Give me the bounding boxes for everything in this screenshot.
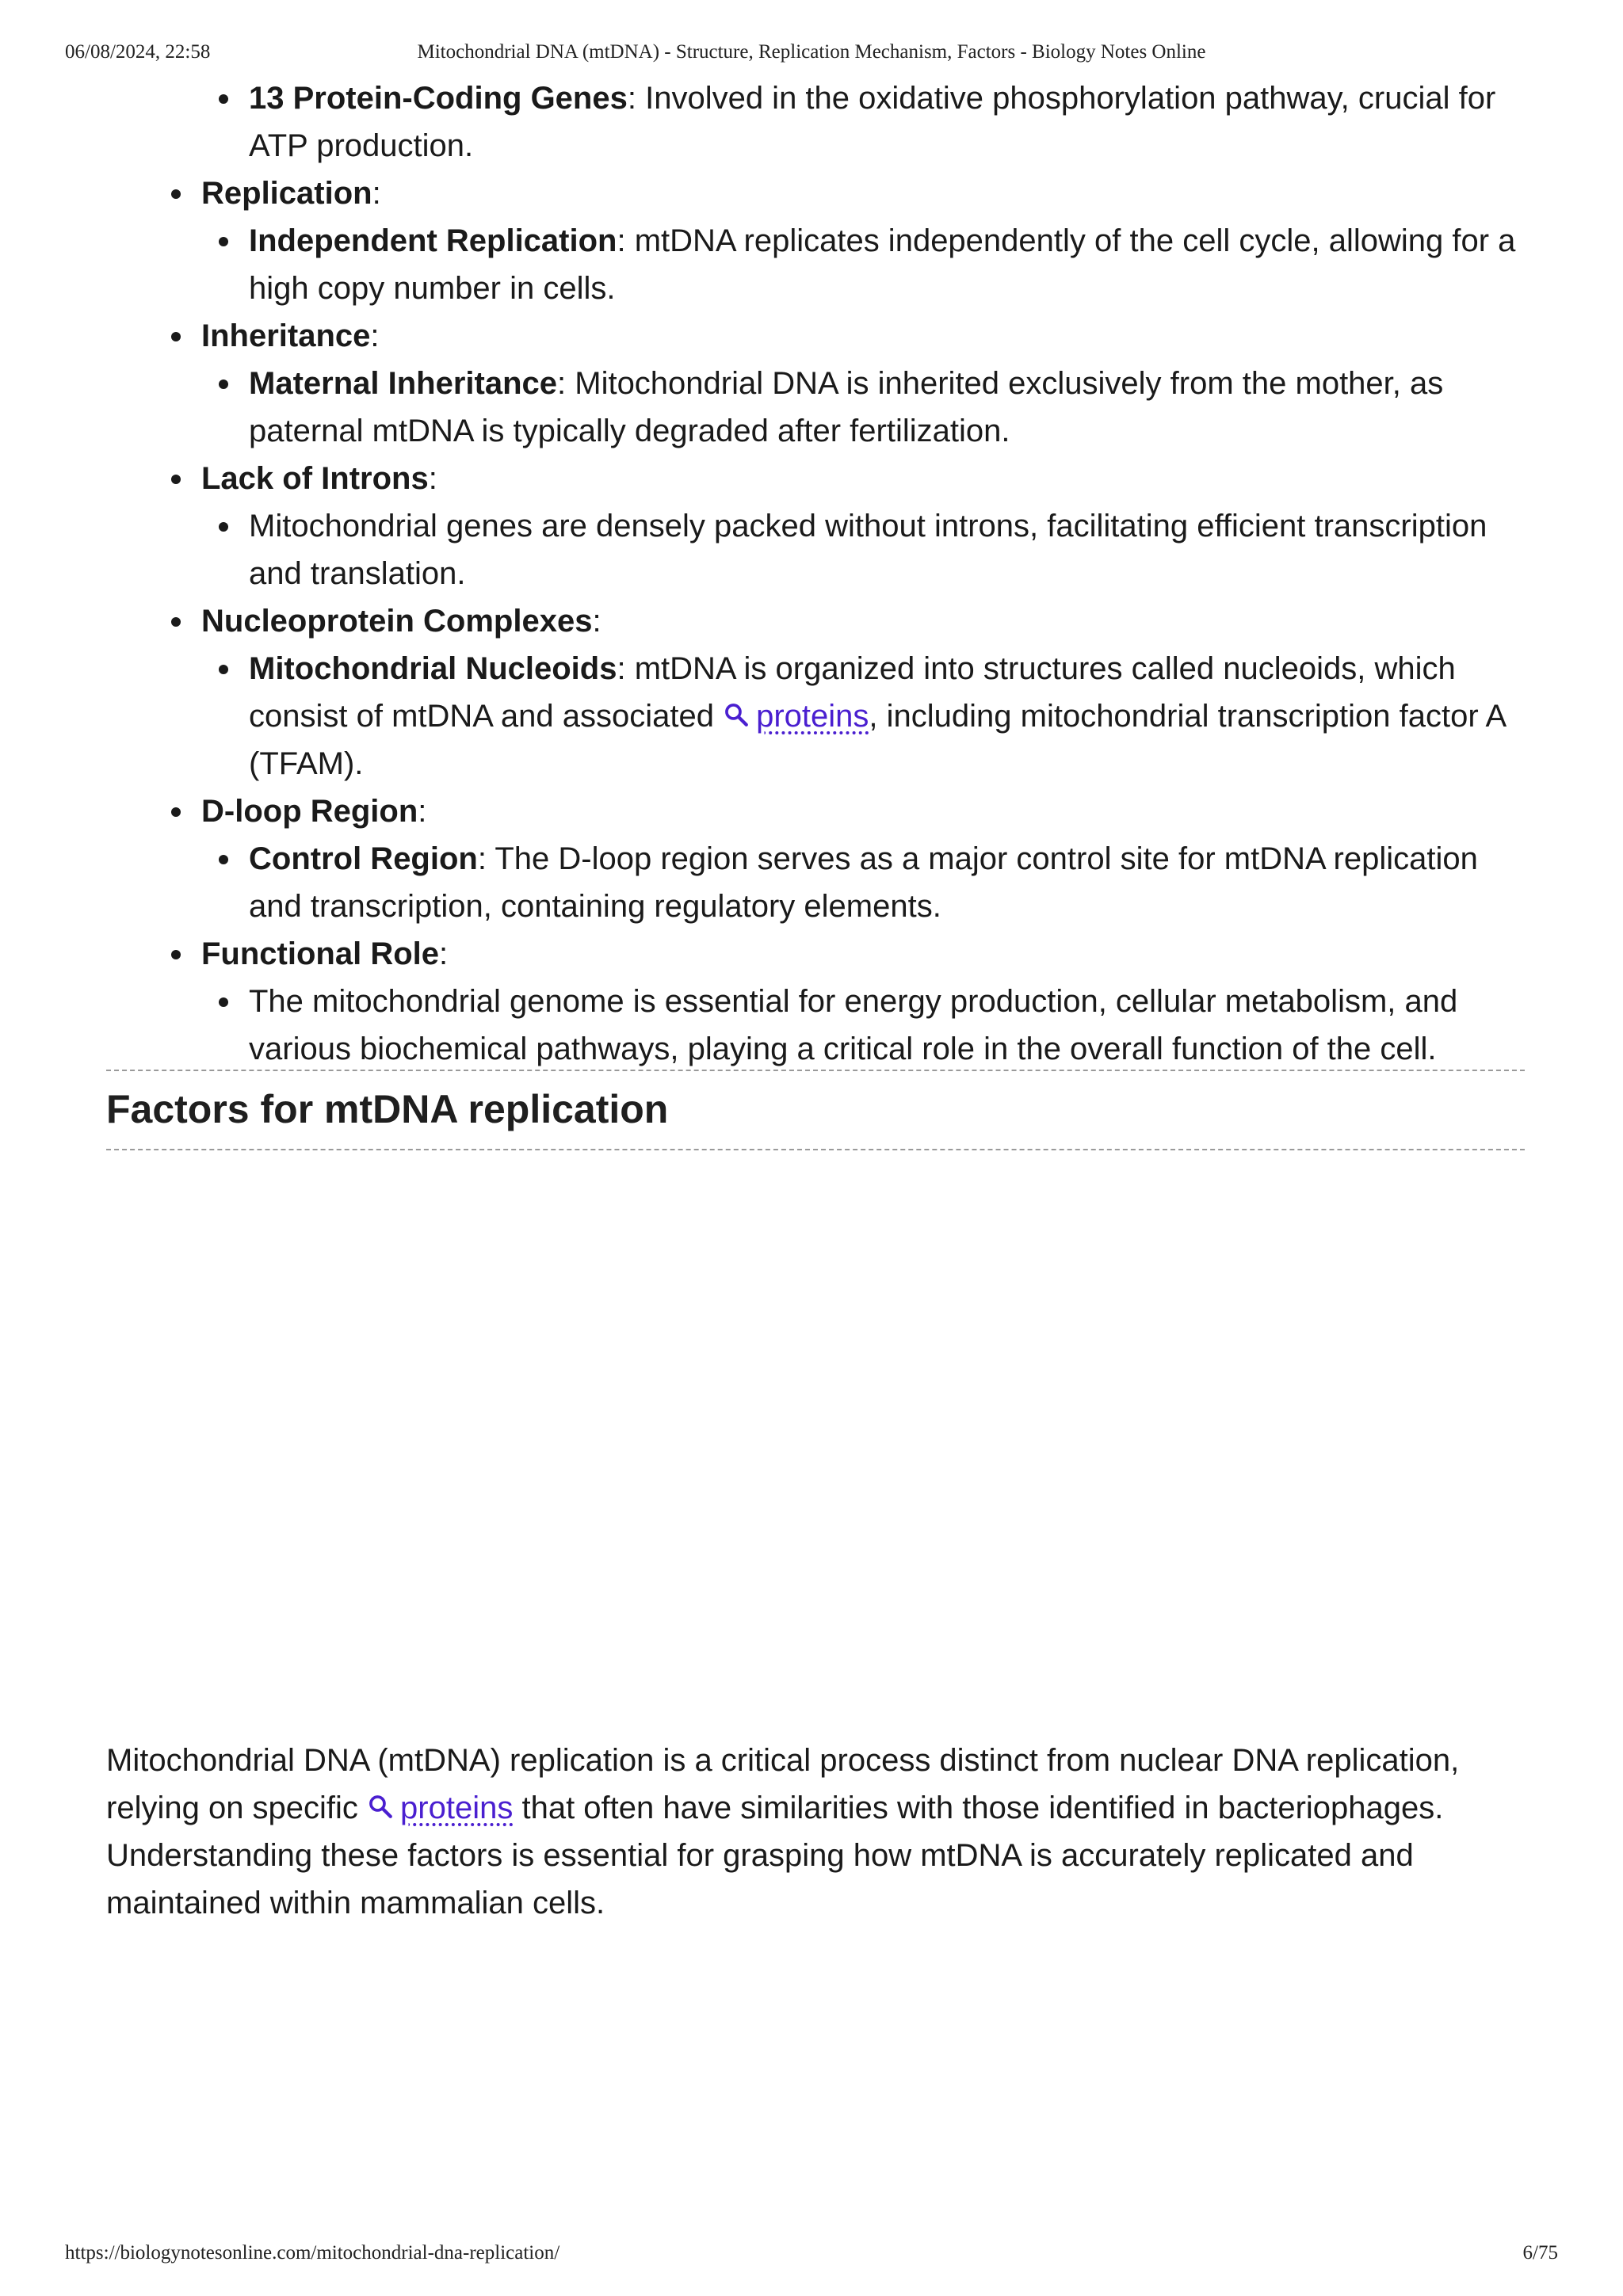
sub-item-mitochondrial-nucleoids [201, 645, 1525, 788]
sub-item-functional [201, 978, 1525, 1073]
print-header [65, 41, 1558, 73]
list-item-dloop [106, 788, 1525, 930]
item-title: Lack of Introns [201, 461, 429, 496]
sub-item-text-before: : mtDNA is organized into structures called nucleoids, which consist of mtDNA and associated [249, 651, 1456, 734]
list-item-nucleoprotein [106, 597, 1525, 788]
bullet-icon [219, 855, 228, 864]
sub-item-text-after: , including mitochondrial transcription factor A (TFAM). [249, 699, 1506, 781]
sub-item-title: Control Region [249, 841, 478, 876]
item-title: Inheritance [201, 318, 371, 353]
sub-list [201, 360, 1525, 455]
sub-item-text: Mitochondrial genes are densely packed without introns, facilitating efficient transcription and translation. [249, 509, 1487, 591]
print-url[interactable]: https://biologynotesonline.com/mitochondrial-dna-replication/ [65, 2242, 560, 2264]
paragraph-text-after: that often have similarities with those identified in bacteriophages. Understanding these factors is essential for grasping how mtDNA is accurately replicated and maintained within mammalian cells. [106, 1791, 1444, 1920]
sub-item-text: : Mitochondrial DNA is inherited exclusively from the mother, as paternal mtDNA is typically degraded after fertilization. [249, 366, 1444, 448]
bullet-icon [219, 94, 228, 104]
bullet-icon [171, 475, 181, 484]
bullet-icon [171, 950, 181, 959]
item-colon: : [418, 794, 427, 829]
item-colon: : [592, 604, 601, 639]
sub-list [201, 217, 1525, 312]
page-number: 6/75 [1522, 2242, 1558, 2264]
item-title: Functional Role [201, 936, 439, 971]
proteins-link[interactable]: proteins [400, 1791, 514, 1825]
bullet-icon [171, 807, 181, 817]
section-heading-container [106, 1070, 1525, 1150]
section-heading: Factors for mtDNA replication [106, 1087, 669, 1131]
print-footer [65, 2242, 1558, 2274]
sub-item-title: Mitochondrial Nucleoids [249, 651, 617, 686]
list-item-lack-of-introns [106, 455, 1525, 597]
sub-item-text: The mitochondrial genome is essential for energy production, cellular metabolism, and various biochemical pathways, playing a critical role in the overall function of the cell. [249, 984, 1458, 1066]
item-colon: : [439, 936, 449, 971]
item-title: Replication [201, 176, 372, 211]
bullet-icon [171, 617, 181, 627]
sub-item-title: Maternal Inheritance [249, 366, 558, 401]
print-datetime: 06/08/2024, 22:58 [65, 41, 211, 63]
list-item-protein-coding [106, 74, 1525, 170]
bullet-icon [171, 332, 181, 341]
print-page-title: Mitochondrial DNA (mtDNA) - Structure, Replication Mechanism, Factors - Biology Notes Online [417, 41, 1206, 63]
item-text: : Involved in the oxidative phosphorylation pathway, crucial for ATP production. [249, 81, 1496, 163]
sub-item-maternal-inheritance [201, 360, 1525, 455]
bullet-icon [219, 997, 228, 1007]
sub-list [201, 835, 1525, 930]
search-icon[interactable] [723, 701, 750, 728]
bullet-icon [171, 189, 181, 199]
bullet-icon [219, 237, 228, 246]
item-colon: : [428, 461, 437, 496]
bullet-icon [219, 522, 228, 532]
proteins-link[interactable]: proteins [756, 699, 869, 734]
article-content [106, 74, 1525, 1073]
intro-paragraph [106, 1737, 1525, 1927]
item-title: Nucleoprotein Complexes [201, 604, 593, 639]
bullet-icon [219, 379, 228, 389]
sub-item-title: Independent Replication [249, 223, 617, 258]
item-title: D-loop Region [201, 794, 418, 829]
list-item-functional-role [106, 930, 1525, 1073]
item-colon: : [370, 318, 380, 353]
bullet-icon [219, 665, 228, 674]
item-colon: : [372, 176, 381, 211]
sub-item-text: : The D-loop region serves as a major control site for mtDNA replication and transcription, containing regulatory elements. [249, 841, 1478, 924]
paragraph-text-before: Mitochondrial DNA (mtDNA) replication is a critical process distinct from nuclear DNA replication, relying on specific [106, 1743, 1460, 1825]
list-item-replication [106, 170, 1525, 312]
sub-item-control-region [201, 835, 1525, 930]
sub-list [201, 502, 1525, 597]
sub-list [201, 645, 1525, 788]
item-title: 13 Protein-Coding Genes [249, 81, 628, 116]
sub-item-independent-replication [201, 217, 1525, 312]
list-continuation [106, 74, 1525, 170]
sub-item-text: : mtDNA replicates independently of the cell cycle, allowing for a high copy number in cells. [249, 223, 1516, 306]
list-item-inheritance [106, 312, 1525, 455]
feature-list [106, 170, 1525, 1073]
sub-item-introns [201, 502, 1525, 597]
search-icon[interactable] [367, 1793, 394, 1820]
sub-list [201, 978, 1525, 1073]
